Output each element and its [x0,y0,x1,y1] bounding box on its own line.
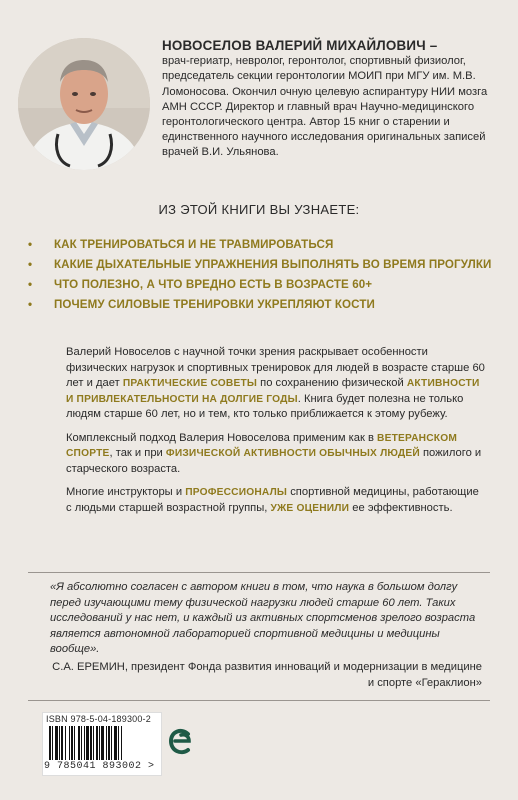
barcode-bar [81,726,82,760]
barcode-icon [48,726,154,760]
barcode-bar [69,726,70,760]
author-portrait [18,38,150,170]
highlight: АКТИВНОСТИ И ПРИВЛЕКАТЕЛЬНОСТИ НА ДОЛГИЕ ГОДЫ [66,378,480,405]
barcode-bar [93,726,94,760]
quote-text: «Я абсолютно согласен с автором книги в том, что наука в большом долгу перед изучающими тему физической нагрузки людей старше 60 лет. Таких исследований у нас нет, и каждый из активных спортсменов зрелого возраста является автономной лабораторией спортивной медицины и медицины вообще». [50,581,476,655]
barcode-number: 9 785041 893002 > [44,761,155,772]
barcode-bar [86,726,89,760]
author-bio: врач-гериатр, невролог, геронтолог, спортивный физиолог, председатель секции геронтологии МОИП при МГУ им. М.В. Ломоносова. Окончил очную целевую аспирантуру НИИ мозга АМН СССР. Директор и главный врач Научно-медицинского геронтологического центра. Автор 15 книг о старении и единственного научного исследования оригинальных записей врачей В.И. Ульянова. [162,55,488,159]
quote-divider-top [28,572,490,573]
barcode-bar [61,726,63,760]
barcode-bar [114,726,117,760]
learn-heading: ИЗ ЭТОЙ КНИГИ ВЫ УЗНАЕТЕ: [158,202,360,217]
highlight: ПРАКТИЧЕСКИЕ СОВЕТЫ [122,378,258,389]
list-item: • КАКИЕ ДЫХАТЕЛЬНЫЕ УПРАЖНЕНИЯ ВЫПОЛНЯТЬ ВО ВРЕМЯ ПРОГУЛКИ [28,255,498,275]
barcode-bar [118,726,119,760]
description-paragraph: Комплексный подход Валерия Новоселова применим как в ВЕТЕРАНСКОМ СПОРТЕ, так и при ФИЗИЧЕСКОЙ АКТИВНОСТИ ОБЫЧНЫХ ЛЮДЕЙ пожилого и старческого возраста. [66,431,482,475]
barcode-bar [84,726,85,760]
description-paragraph: Многие инструкторы и ПРОФЕССИОНАЛЫ спортивной медицины, работающие с людьми старшей возрастной группы, УЖЕ ОЦЕНИЛИ ее эффективность. [66,486,479,514]
barcode-bar [111,726,112,760]
quote-divider-bottom [28,700,490,701]
barcode-bar [96,726,98,760]
barcode-bar [49,726,51,760]
list-item: • ПОЧЕМУ СИЛОВЫЕ ТРЕНИРОВКИ УКРЕПЛЯЮТ КОСТИ [28,295,498,315]
quote-author: С.А. ЕРЕМИН, президент Фонда развития инноваций и модернизации в медицине и спорте «Гераклион» [52,661,482,689]
barcode-bar [106,726,107,760]
isbn-text: ISBN 978-5-04-189300-2 [46,714,151,724]
highlight: ПРОФЕССИОНАЛЫ [185,487,288,498]
book-description [66,345,486,524]
description-paragraph: Валерий Новоселов с научной точки зрения раскрывает особенности физических нагрузок и спортивных тренировок для людей в возрасте старше 60 лет и дает ПРАКТИЧЕСКИЕ СОВЕТЫ по сохранению физической АКТИВНОСТИ И ПРИВЛЕКАТЕЛЬНОСТИ НА ДОЛГИЕ ГОДЫ. Книга будет полезна не только людям старше 60 лет, но и тем, кто только приближается к этому рубежу. [66,346,485,420]
barcode-bar [90,726,92,760]
barcode-bar [55,726,58,760]
list-item: • ЧТО ПОЛЕЗНО, А ЧТО ВРЕДНО ЕСТЬ В ВОЗРАСТЕ 60+ [28,275,498,295]
list-item: • КАК ТРЕНИРОВАТЬСЯ И НЕ ТРАВМИРОВАТЬСЯ [28,235,498,255]
barcode-bar [121,726,122,760]
highlight: УЖЕ ОЦЕНИЛИ [270,502,350,514]
barcode-bar [99,726,100,760]
bullet-icon: • [28,258,33,271]
author-info [162,38,502,161]
barcode-bar [65,726,66,760]
barcode-bar [78,726,80,760]
barcode-bar [52,726,53,760]
highlight: ФИЗИЧЕСКОЙ АКТИВНОСТИ ОБЫЧНЫХ ЛЮДЕЙ [165,448,420,459]
barcode-bar [59,726,60,760]
learn-list [28,235,498,315]
author-photo-illustration [18,38,150,170]
barcode-bar [108,726,110,760]
barcode-bar [74,726,75,760]
barcode-bar [101,726,104,760]
barcode-bar [71,726,73,760]
bullet-icon: • [28,298,33,311]
bullet-icon: • [28,278,33,291]
bullet-icon: • [28,238,33,251]
publisher-logo-icon [168,728,194,756]
highlight: ВЕТЕРАНСКОМ СПОРТЕ [66,432,458,459]
author-name: НОВОСЕЛОВ ВАЛЕРИЙ МИХАЙЛОВИЧ – [162,38,438,53]
